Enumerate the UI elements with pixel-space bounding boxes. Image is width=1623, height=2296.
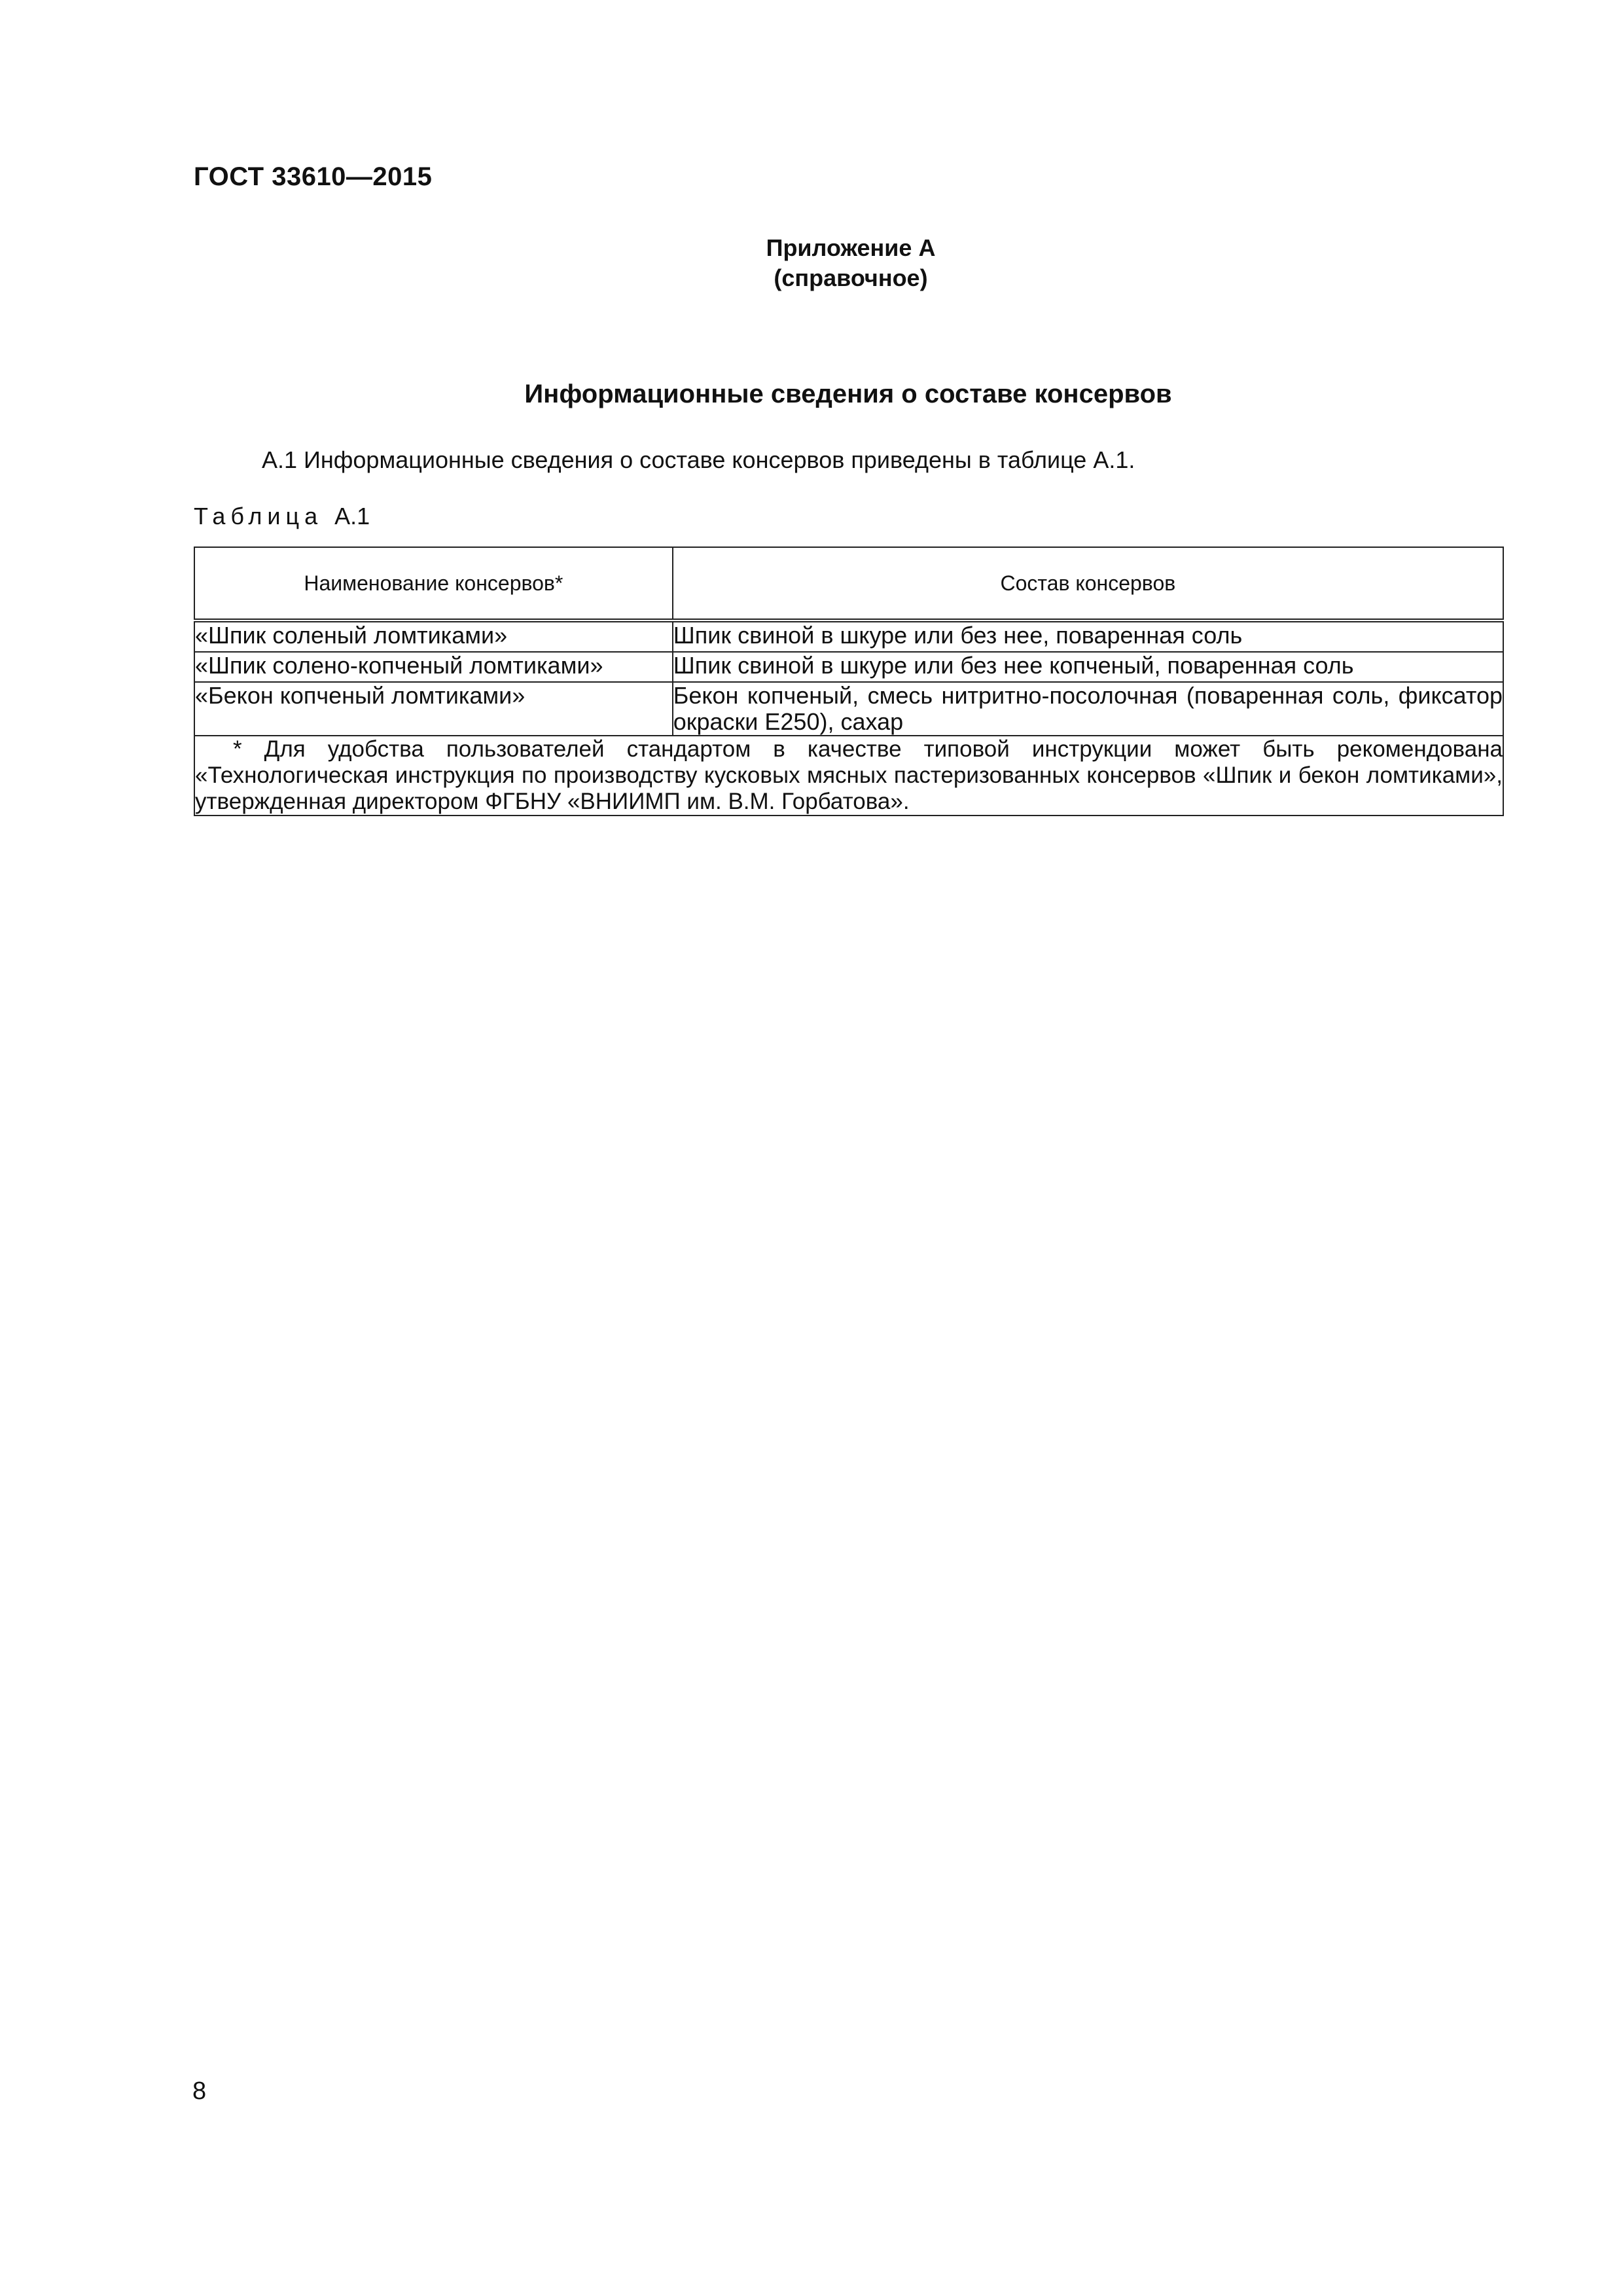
page-number: 8 (192, 2077, 207, 2105)
column-header-name: Наименование консервов* (194, 547, 673, 620)
column-header-composition: Состав консервов (673, 547, 1503, 620)
table-caption-number: А.1 (334, 503, 370, 529)
table-row (194, 682, 1503, 736)
product-name-cell: «Бекон копченый ломтиками» (194, 682, 673, 736)
product-name-cell: «Шпик соленый ломтиками» (194, 620, 673, 652)
table-header-row (194, 547, 1503, 620)
composition-cell: Шпик свиной в шкуре или без нее копченый, поваренная соль (673, 652, 1503, 682)
footnote-text: * Для удобства пользователей стандартом в качестве типовой инструкции может быть рекомендована «Технологическая инструкция по производству кусковых мясных пастеризованных консервов «Шпик и бекон ломтиками», утвержденная директором ФГБНУ «ВНИИМП им. В.М. Горбатова». (195, 736, 1503, 814)
table-caption (194, 503, 370, 530)
appendix-heading (720, 233, 982, 293)
product-name-cell: «Шпик солено-копченый ломтиками» (194, 652, 673, 682)
table-footnote-row (194, 736, 1503, 816)
composition-cell: Шпик свиной в шкуре или без нее, поваренная соль (673, 620, 1503, 652)
appendix-title: Приложение А (766, 234, 936, 261)
composition-table (194, 547, 1504, 816)
document-code: ГОСТ 33610—2015 (194, 162, 433, 191)
appendix-type: (справочное) (774, 264, 928, 291)
table-footnote (194, 736, 1503, 816)
composition-cell: Бекон копченый, смесь нитритно-посолочная (поваренная соль, фиксатор окраски Е250), сахар (673, 682, 1503, 735)
table-row (194, 652, 1503, 682)
table-row (194, 620, 1503, 652)
table-caption-label: Таблица (194, 503, 323, 529)
paragraph-a1: А.1 Информационные сведения о составе консервов приведены в таблице А.1. (262, 446, 1135, 473)
section-title: Информационные сведения о составе консервов (524, 380, 1172, 408)
